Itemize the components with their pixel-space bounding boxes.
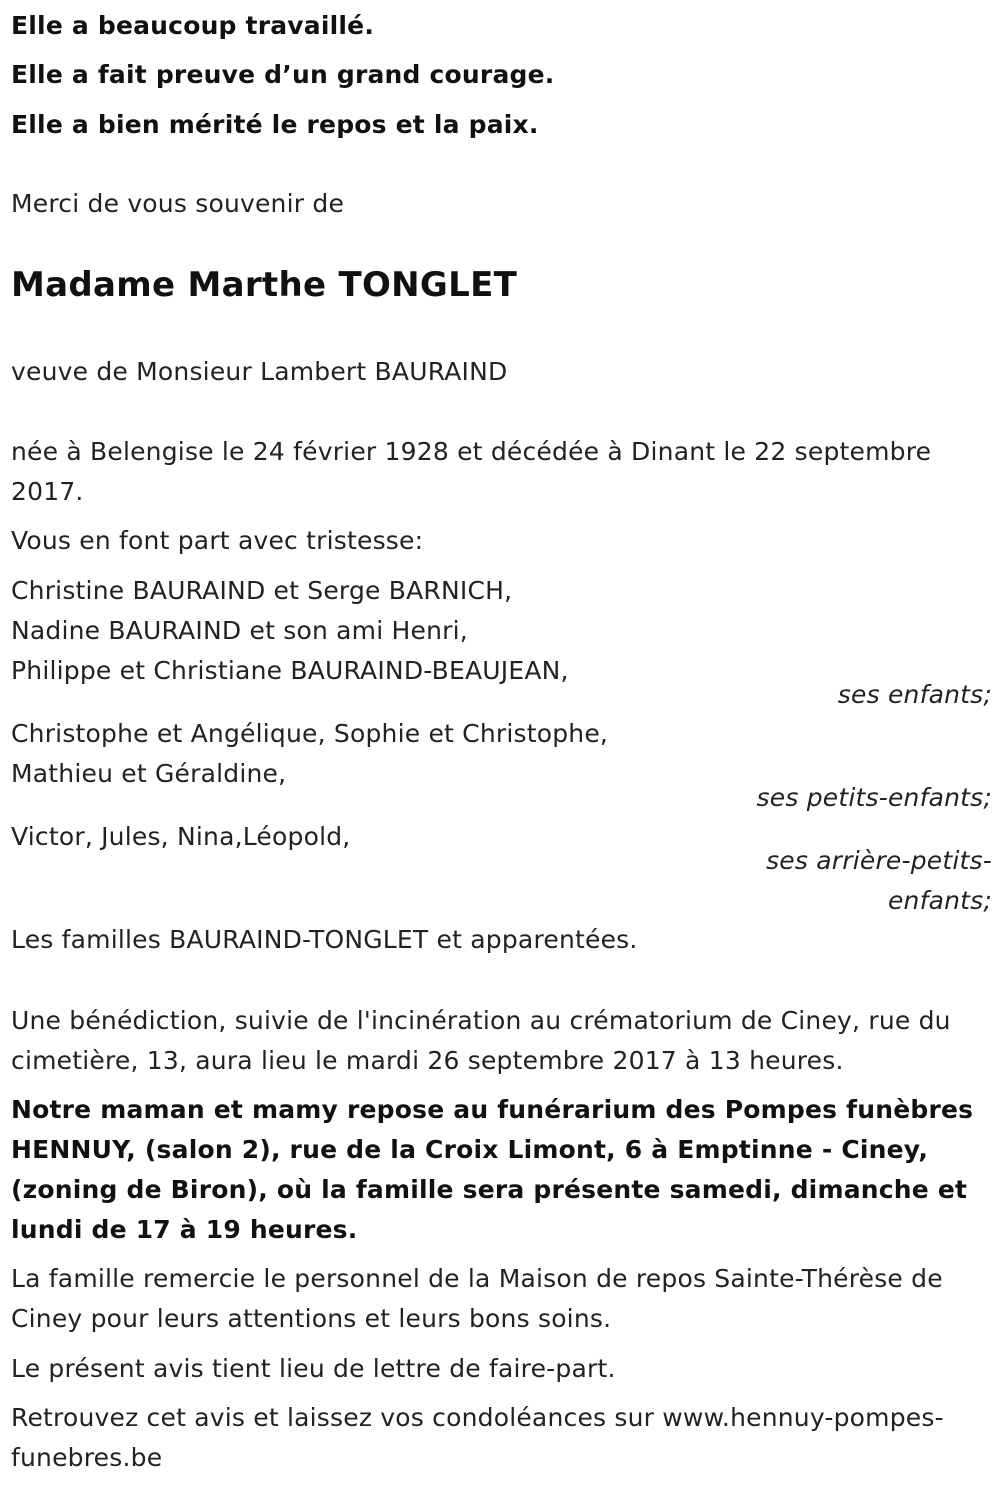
child-entry: Nadine BAURAIND et son ami Henri, bbox=[11, 616, 468, 645]
thanks-line-2: Ciney pour leurs attentions et leurs bons soins. bbox=[11, 1304, 612, 1333]
intro-line-3: Elle a bien mérité le repos et la paix. bbox=[11, 110, 539, 139]
child-entry: Philippe et Christiane BAURAIND-BEAUJEAN, bbox=[11, 656, 569, 685]
funeral-home-line-1: Notre maman et mamy repose au funérarium des Pompes funèbres bbox=[11, 1095, 974, 1124]
notice-text: Le présent avis tient lieu de lettre de faire-part. bbox=[11, 1354, 616, 1383]
great-grandchild-entry: Victor, Jules, Nina,Léopold, bbox=[11, 822, 351, 851]
thanks-line-1: La famille remercie le personnel de la Maison de repos Sainte-Thérèse de bbox=[11, 1264, 943, 1293]
grandchildren-label: ses petits-enfants; bbox=[756, 783, 992, 812]
funeral-home-line-4: lundi de 17 à 19 heures. bbox=[11, 1215, 358, 1244]
families-text: Les familles BAURAIND-TONGLET et apparentées. bbox=[11, 925, 638, 954]
funeral-home-line-3: (zoning de Biron), où la famille sera présente samedi, dimanche et bbox=[11, 1175, 968, 1204]
intro-line-2: Elle a fait preuve d’un grand courage. bbox=[11, 60, 555, 89]
announce-text: Vous en font part avec tristesse: bbox=[11, 526, 424, 555]
intro-line-1: Elle a beaucoup travaillé. bbox=[11, 11, 375, 40]
birth-death-line-1: née à Belengise le 24 février 1928 et décédée à Dinant le 22 septembre bbox=[11, 437, 932, 466]
ceremony-line-2: cimetière, 13, aura lieu le mardi 26 septembre 2017 à 13 heures. bbox=[11, 1046, 844, 1075]
great-grandchildren-label-line-2: enfants; bbox=[887, 886, 992, 915]
deceased-name: Madame Marthe TONGLET bbox=[11, 265, 518, 305]
ceremony-line-1: Une bénédiction, suivie de l'incinération au crématorium de Ciney, rue du bbox=[11, 1006, 951, 1035]
condolences-line-1: Retrouvez cet avis et laissez vos condoléances sur www.hennuy-pompes- bbox=[11, 1403, 944, 1432]
grandchild-entry: Mathieu et Géraldine, bbox=[11, 759, 287, 788]
condolences-line-2: funebres.be bbox=[11, 1443, 163, 1472]
funeral-home-line-2: HENNUY, (salon 2), rue de la Croix Limont, 6 à Emptinne - Ciney, bbox=[11, 1135, 929, 1164]
birth-death-line-2: 2017. bbox=[11, 477, 84, 506]
great-grandchildren-label-line-1: ses arrière-petits- bbox=[766, 846, 992, 875]
child-entry: Christine BAURAIND et Serge BARNICH, bbox=[11, 576, 513, 605]
widow-text: veuve de Monsieur Lambert BAURAIND bbox=[11, 357, 508, 386]
remember-text: Merci de vous souvenir de bbox=[11, 189, 345, 218]
grandchild-entry: Christophe et Angélique, Sophie et Christophe, bbox=[11, 719, 609, 748]
children-label: ses enfants; bbox=[837, 680, 992, 709]
